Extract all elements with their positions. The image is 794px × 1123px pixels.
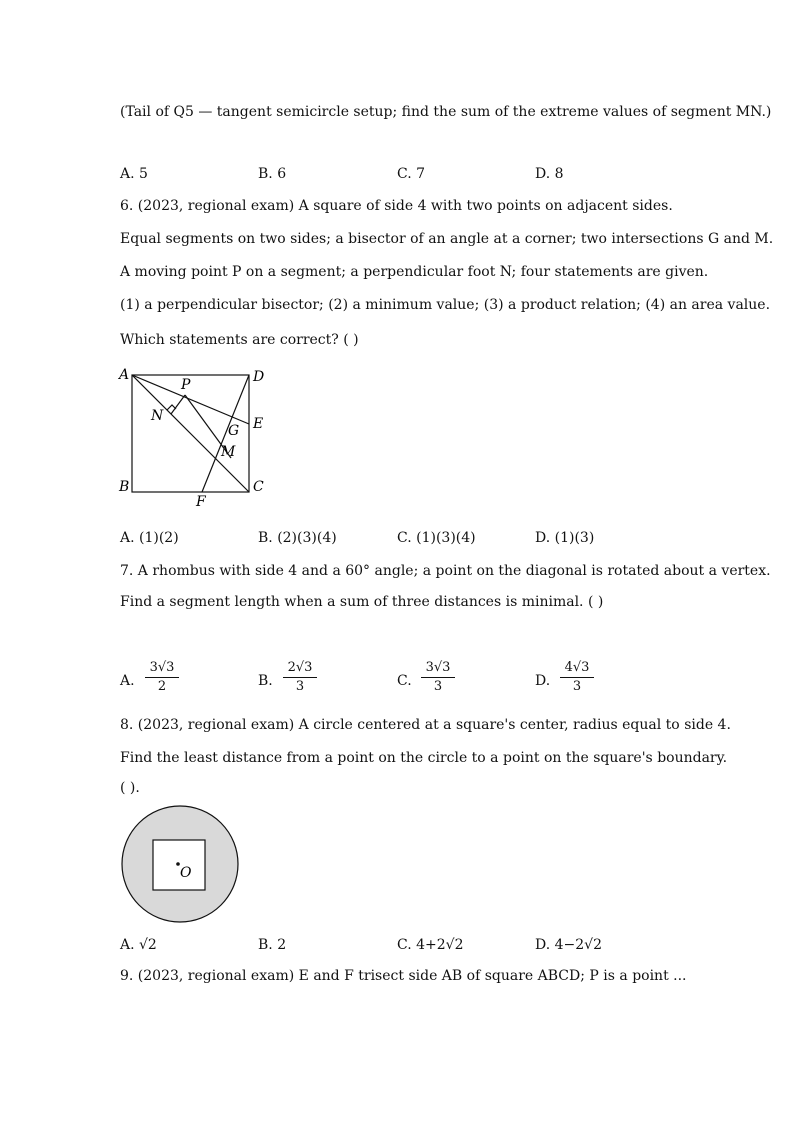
q5-option-c[interactable]: C. 7 (397, 166, 426, 182)
q7-option-c-numerator: 3√3 (425, 660, 451, 675)
q8-option-c[interactable]: C. 4+2√2 (397, 937, 464, 953)
q7-text-line-1: 7. A rhombus with side 4 and a 60° angle; a point on the diagonal is rotated about a vertex. (120, 563, 771, 579)
q7-option-d-denominator: 3 (572, 679, 582, 694)
q8-option-a[interactable]: A. √2 (120, 937, 157, 953)
q6-label-e: E (253, 416, 264, 432)
q6-text-line-5: Which statements are correct? ( ) (120, 332, 359, 348)
q7-option-b-denominator: 3 (295, 679, 305, 694)
q8-text-line-3: ( ). (120, 780, 140, 796)
q6-label-f: F (196, 494, 206, 510)
q5-option-b[interactable]: B. 6 (258, 166, 287, 182)
q7-option-d-letter[interactable]: D. (535, 673, 551, 689)
q6-label-m: M (221, 444, 236, 460)
q8-circle-figure (119, 803, 241, 925)
q6-option-b[interactable]: B. (2)(3)(4) (258, 530, 337, 546)
q7-option-b-numerator: 2√3 (287, 660, 313, 675)
q5-option-a[interactable]: A. 5 (120, 166, 148, 182)
q6-text-line-1: 6. (2023, regional exam) A square of side 4 with two points on adjacent sides. (120, 198, 673, 214)
q7-option-d-numerator: 4√3 (564, 660, 590, 675)
q6-label-n: N (151, 408, 164, 424)
q8-center-label: O (180, 865, 192, 881)
q8-text-line-1: 8. (2023, regional exam) A circle centered at a square's center, radius equal to side 4. (120, 717, 731, 733)
q8-option-d[interactable]: D. 4−2√2 (535, 937, 602, 953)
q7-option-b-fraction (283, 660, 317, 695)
q7-option-c-denominator: 3 (433, 679, 443, 694)
q6-text-line-4: (1) a perpendicular bisector; (2) a minimum value; (3) a product relation; (4) an area value. (120, 297, 771, 313)
q7-option-a-numerator: 3√3 (149, 660, 175, 675)
q6-text-line-2: Equal segments on two sides; a bisector of an angle at a corner; two intersections G and M. (120, 231, 774, 247)
q7-text-line-2: Find a segment length when a sum of three distances is minimal. ( ) (120, 594, 604, 610)
q5-tail: (Tail of Q5 — tangent semicircle setup; find the sum of the extreme values of segment MN.) (120, 104, 772, 120)
q6-option-a[interactable]: A. (1)(2) (120, 530, 179, 546)
q7-option-a-letter[interactable]: A. (120, 673, 135, 689)
q6-text-line-3: A moving point P on a segment; a perpendicular foot N; four statements are given. (120, 264, 709, 280)
q6-label-g: G (228, 423, 240, 439)
q5-option-d[interactable]: D. 8 (535, 166, 564, 182)
q7-option-c-letter[interactable]: C. (397, 673, 412, 689)
q7-option-a-fraction (145, 660, 179, 695)
q6-option-c[interactable]: C. (1)(3)(4) (397, 530, 476, 546)
q7-option-c-fraction (421, 660, 455, 695)
q6-option-d[interactable]: D. (1)(3) (535, 530, 595, 546)
q8-text-line-2: Find the least distance from a point on the circle to a point on the square's boundary. (120, 750, 728, 766)
q6-label-b: B (119, 479, 130, 495)
q9-text-line-1: 9. (2023, regional exam) E and F trisect side AB of square ABCD; P is a point ... (120, 968, 687, 984)
q7-option-a-denominator: 2 (157, 679, 167, 694)
q6-label-a: A (119, 367, 130, 383)
q7-option-b-letter[interactable]: B. (258, 673, 273, 689)
q6-label-d: D (253, 369, 265, 385)
q6-label-c: C (253, 479, 264, 495)
q6-label-p: P (181, 377, 191, 393)
q8-option-b[interactable]: B. 2 (258, 937, 287, 953)
q7-option-d-fraction (560, 660, 594, 695)
q6-square-figure (115, 365, 275, 510)
